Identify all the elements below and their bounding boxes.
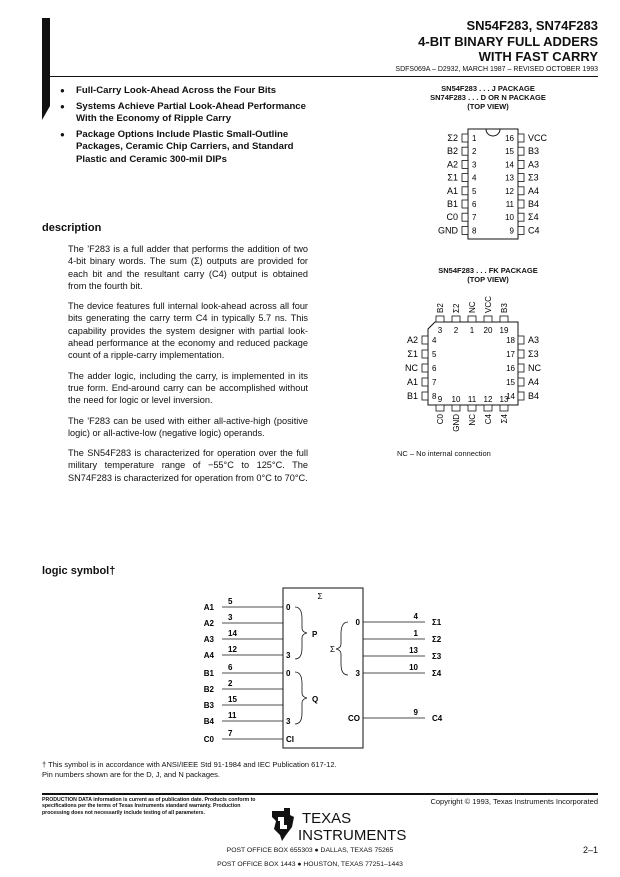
dip-pin-number: 3 xyxy=(472,160,477,170)
dip-pin xyxy=(518,147,524,155)
dip-pin-name: Σ3 xyxy=(528,172,539,183)
dip-pin xyxy=(518,174,524,182)
output-pin-number: 1 xyxy=(413,629,418,638)
output-name: C4 xyxy=(432,714,443,723)
fk-pin-name: A2 xyxy=(406,335,418,345)
fk-pin xyxy=(468,405,476,411)
fk-pin xyxy=(518,336,524,344)
dip-pin xyxy=(518,187,524,195)
dip-pin-name: B2 xyxy=(446,146,458,157)
feature-item: ● Systems Achieve Partial Look-Ahead Performance With the Economy of Ripple Carry xyxy=(58,101,318,126)
output-name: Σ1 xyxy=(432,618,442,627)
header-rule xyxy=(42,76,598,77)
description-paragraph: The ’F283 can be used with either all-active-high (positive logic) or all-active-low (negative logic) operands. xyxy=(68,415,308,438)
fk-pin-name: Σ1 xyxy=(407,349,418,359)
fk-pin-name: A3 xyxy=(528,335,540,345)
fk-pin-name: NC xyxy=(468,414,477,426)
fk-pin-name: B1 xyxy=(406,391,418,401)
dip-pin xyxy=(462,147,468,155)
input-tag: 3 xyxy=(286,651,291,660)
title-part-numbers: SN54F283, SN74F283 xyxy=(466,18,598,33)
dip-pin-number: 6 xyxy=(472,200,477,209)
fk-pin xyxy=(422,364,428,372)
feature-item: ● Full-Carry Look-Ahead Across the Four Bits xyxy=(58,85,318,98)
input-name: B1 xyxy=(203,669,214,678)
fk-pin-name: A4 xyxy=(528,377,540,387)
fk-pin-number: 6 xyxy=(432,364,437,373)
dip-pin-number: 16 xyxy=(505,134,514,143)
fk-pin-number: 9 xyxy=(437,395,443,404)
dip-pin xyxy=(462,226,468,234)
output-pin-number: 4 xyxy=(413,612,418,621)
description-paragraph: The ’F283 is a full adder that performs the addition of two 4-bit binary words. The sum (Σ) outputs are provided for each bit and the resultant carry (C4) output is obtained from the fourth bit. xyxy=(68,244,308,291)
fk-pin xyxy=(484,316,492,322)
dip-pin-name: B4 xyxy=(528,199,540,209)
dip-pin-number: 10 xyxy=(505,213,514,223)
input-pin-number: 11 xyxy=(228,711,237,720)
fk-pin-name: NC xyxy=(405,363,418,373)
dip-pin-number: 15 xyxy=(505,147,514,157)
input-tag: 3 xyxy=(286,717,291,726)
fk-pin-name: Σ3 xyxy=(528,349,539,359)
fk-pin-number: 5 xyxy=(432,350,437,359)
fk-pinout-diagram xyxy=(378,292,598,442)
fk-pin-number: 15 xyxy=(506,378,515,387)
fk-pin-number: 18 xyxy=(506,336,515,345)
fk-pin-name: B2 xyxy=(436,303,445,313)
output-name: Σ2 xyxy=(432,635,442,644)
input-name: B2 xyxy=(203,685,214,694)
footer-rule xyxy=(42,793,598,795)
input-pin-number: 3 xyxy=(228,613,233,622)
input-name: A2 xyxy=(203,619,214,628)
fk-pin xyxy=(422,378,428,386)
sidebar-bar-taper xyxy=(42,106,50,120)
output-pin-number: 9 xyxy=(413,708,418,717)
footnote-line: † This symbol is in accordance with ANSI/IEEE Std 91-1984 and IEC Publication 617-12. xyxy=(42,760,337,769)
footnote xyxy=(42,760,337,780)
output-tag: 0 xyxy=(355,618,360,627)
dip-pin-number: 7 xyxy=(472,213,477,223)
fk-pin xyxy=(468,316,476,322)
fk-pin xyxy=(452,316,460,322)
dip-pin-number: 4 xyxy=(472,173,477,183)
fk-pin-number: 14 xyxy=(506,392,515,401)
fk-pin xyxy=(500,316,508,322)
fk-pin-number: 3 xyxy=(437,326,443,335)
fk-pin-name: GND xyxy=(452,414,461,432)
fk-pin-name: C4 xyxy=(484,414,493,425)
dip-pin-name: A4 xyxy=(528,185,540,196)
fk-pin-name: A1 xyxy=(406,377,418,387)
production-data-notice: PRODUCTION DATA information is current as of publication date. Products conform to specifications per the terms of Texas Instruments standard warranty. Production processing does not necessarily include testing of all parameters. xyxy=(42,797,256,816)
input-name: B3 xyxy=(203,701,214,710)
sigma-qualifier: Σ xyxy=(317,592,323,601)
dip-pin xyxy=(518,226,524,234)
dip-pin xyxy=(462,160,468,168)
dip-body xyxy=(468,129,518,239)
dip-pin-number: 2 xyxy=(472,147,477,157)
j-package-view: (TOP VIEW) xyxy=(467,102,509,111)
address-houston: POST OFFICE BOX 1443 ● HOUSTON, TEXAS 77251–1443 xyxy=(217,861,403,868)
copyright: Copyright © 1993, Texas Instruments Incorporated xyxy=(430,797,598,806)
dip-pin xyxy=(462,174,468,182)
dip-pin-number: 9 xyxy=(509,226,514,236)
dip-pin-name: Σ2 xyxy=(447,133,458,143)
p-label: P xyxy=(312,630,318,639)
logo-text-texas: TEXAS xyxy=(302,810,352,827)
logic-symbol-diagram xyxy=(190,584,460,754)
document-id: SDFS069A – D2932, MARCH 1987 – REVISED OCTOBER 1993 xyxy=(395,66,598,73)
fk-pin-name: Σ2 xyxy=(452,303,461,313)
input-pin-number: 2 xyxy=(228,679,233,688)
dip-pin-number: 13 xyxy=(505,173,514,183)
fk-pin xyxy=(436,405,444,411)
fk-pin-number: 4 xyxy=(432,336,437,345)
fk-pin xyxy=(436,316,444,322)
description-body xyxy=(68,243,308,492)
footnote-line: Pin numbers shown are for the D, J, and N packages. xyxy=(42,770,221,779)
dip-pin-name: A3 xyxy=(528,159,540,170)
q-label: Q xyxy=(312,695,319,704)
output-tag: CO xyxy=(348,714,360,723)
fk-pin-number: 20 xyxy=(483,326,493,335)
fk-pin xyxy=(422,336,428,344)
fk-pin-name: B4 xyxy=(528,391,540,401)
dip-pin-name: B1 xyxy=(446,199,458,209)
input-tag: 0 xyxy=(286,669,291,678)
dip-pin-number: 1 xyxy=(472,134,477,143)
fk-pin-name: VCC xyxy=(484,296,493,313)
output-name: Σ4 xyxy=(432,669,442,678)
input-tag: CI xyxy=(286,735,294,744)
fk-pin-number: 11 xyxy=(467,395,477,404)
fk-pin-number: 7 xyxy=(432,378,437,387)
dip-pin-name: A1 xyxy=(446,185,458,196)
dip-pin-name: A2 xyxy=(446,159,458,170)
page-number: 2–1 xyxy=(582,845,598,855)
input-name: B4 xyxy=(203,717,214,726)
description-paragraph: The SN54F283 is characterized for operation over the full military temperature range of −55°C to 125°C. The SN74F283 is characterized for operation from 0°C to 70°C. xyxy=(68,448,308,483)
input-pin-number: 15 xyxy=(228,695,237,704)
fk-package-title: SN54F283 . . . FK PACKAGE xyxy=(438,266,538,275)
sidebar-bar xyxy=(42,18,50,106)
fk-pin xyxy=(422,392,428,400)
fk-package-view: (TOP VIEW) xyxy=(467,275,509,284)
ti-logo xyxy=(268,805,407,845)
fk-pin xyxy=(452,405,460,411)
dip-pinout-diagram xyxy=(378,125,598,245)
fk-package-block xyxy=(378,266,598,284)
dn-package-title: SN74F283 . . . D OR N PACKAGE xyxy=(430,93,546,102)
j-package-block xyxy=(378,84,598,111)
fk-pin-number: 17 xyxy=(506,350,515,359)
fk-pin xyxy=(500,405,508,411)
dip-pin-number: 11 xyxy=(505,200,514,209)
output-tag: 3 xyxy=(355,669,360,678)
input-name: C0 xyxy=(203,735,214,744)
j-package-title: SN54F283 . . . J PACKAGE xyxy=(441,84,535,93)
dip-pin xyxy=(462,187,468,195)
fk-pin-number: 10 xyxy=(451,395,461,404)
fk-pin xyxy=(484,405,492,411)
feature-item: ● Package Options Include Plastic Small-Outline Packages, Ceramic Chip Carriers, and Standard Plastic and Ceramic 300-mil DIPs xyxy=(58,129,318,167)
fk-pin-number: 2 xyxy=(453,326,459,335)
dip-pin-name: B3 xyxy=(528,146,540,157)
dip-pin xyxy=(518,213,524,221)
description-paragraph: The adder logic, including the carry, is implemented in its true form. End-around carry can be accomplished without the need for logic or level inversion. xyxy=(68,370,308,406)
input-pin-number: 6 xyxy=(228,663,233,672)
dip-pin xyxy=(462,200,468,208)
dip-pin-name: C0 xyxy=(446,212,458,223)
description-paragraph: The device features full internal look-ahead across all four bits generating the carry term C4 in typically 5.7 ns. This capability provides the system designer with partial look-ahead performance at the economy and reduced package count of a ripple-carry implementation. xyxy=(68,301,308,361)
dip-pin-name: GND xyxy=(438,225,458,236)
fk-pin xyxy=(518,392,524,400)
input-tag: 0 xyxy=(286,603,291,612)
fk-pin-number: 12 xyxy=(483,395,493,404)
logo-text-instruments: INSTRUMENTS xyxy=(298,827,407,844)
dip-pin-number: 5 xyxy=(472,186,477,196)
fk-pin xyxy=(518,378,524,386)
input-name: A4 xyxy=(203,651,214,660)
address-dallas: POST OFFICE BOX 655303 ● DALLAS, TEXAS 75265 xyxy=(226,847,394,854)
fk-pin xyxy=(518,364,524,372)
fk-pin-number: 19 xyxy=(499,326,509,335)
fk-pin-number: 8 xyxy=(432,392,437,401)
fk-pin xyxy=(422,350,428,358)
dip-pin-number: 12 xyxy=(505,186,514,196)
feature-list xyxy=(58,85,318,169)
dip-pin xyxy=(462,213,468,221)
dip-pin-name: Σ4 xyxy=(528,212,539,223)
sum-qualifier: Σ xyxy=(330,645,335,654)
input-pin-number: 14 xyxy=(228,629,237,638)
output-pin-number: 10 xyxy=(409,663,418,672)
output-name: Σ3 xyxy=(432,652,442,661)
dip-pin xyxy=(518,160,524,168)
fk-pin-number: 13 xyxy=(499,395,509,404)
fk-pin-name: Σ4 xyxy=(500,414,509,424)
dip-pin xyxy=(518,200,524,208)
dip-pin xyxy=(518,134,524,142)
fk-pin-name: NC xyxy=(528,363,541,373)
nc-note: NC – No internal connection xyxy=(397,449,491,458)
title-device-line2: WITH FAST CARRY xyxy=(478,49,598,64)
fk-pin-name: C0 xyxy=(436,414,445,425)
fk-pin-number: 1 xyxy=(469,326,475,335)
description-heading: description xyxy=(42,222,102,234)
title-device: 4-BIT BINARY FULL ADDERS xyxy=(418,34,598,49)
fk-pin xyxy=(518,350,524,358)
input-pin-number: 5 xyxy=(228,597,233,606)
fk-pin-name: B3 xyxy=(500,303,509,313)
fk-pin-number: 16 xyxy=(506,364,515,373)
logic-symbol-heading: logic symbol† xyxy=(42,565,116,577)
input-name: A3 xyxy=(203,635,214,644)
dip-pin-number: 8 xyxy=(472,226,477,236)
dip-pin-number: 14 xyxy=(505,160,514,170)
dip-pin-name: Σ1 xyxy=(447,172,458,183)
dip-pin xyxy=(462,134,468,142)
input-name: A1 xyxy=(203,603,214,612)
input-pin-number: 12 xyxy=(228,645,237,654)
output-pin-number: 13 xyxy=(409,646,418,655)
dip-pin-name: C4 xyxy=(528,225,540,236)
dip-pin-name: VCC xyxy=(528,133,548,143)
input-pin-number: 7 xyxy=(228,729,233,738)
fk-pin-name: NC xyxy=(468,301,477,313)
